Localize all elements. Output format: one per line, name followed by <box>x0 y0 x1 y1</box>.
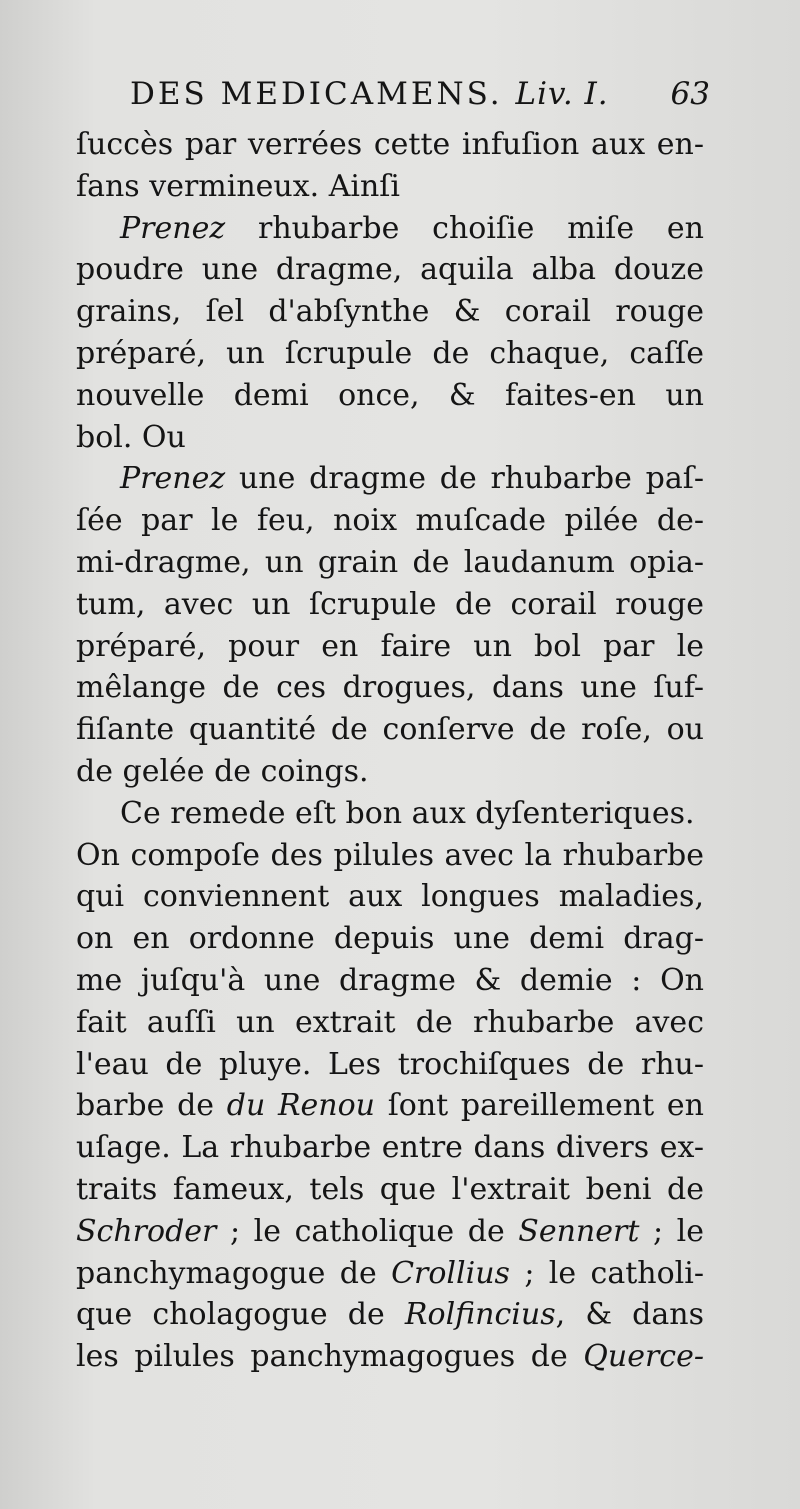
text-run: ; le catholi- <box>509 1255 704 1291</box>
text-line <box>76 1002 704 1044</box>
text-line <box>76 542 704 584</box>
text-line <box>76 1085 704 1127</box>
text-line <box>76 333 704 375</box>
text-run: fait auſſi un extrait de rhubarbe avec <box>76 1004 704 1040</box>
text-line <box>76 793 704 835</box>
italic-text: Rolfincius <box>404 1297 556 1333</box>
text-line <box>76 124 704 166</box>
text-run: uſage. La rhubarbe entre dans divers ex- <box>76 1130 704 1166</box>
text-line <box>76 960 704 1002</box>
text-run: ſuccès par verrées cette infuſion aux en- <box>76 127 704 162</box>
italic-text: du Renou <box>226 1088 375 1124</box>
text-run: panchymagogue de <box>76 1255 392 1291</box>
text-run: ſée par le feu, noix muſcade pilée de- <box>76 503 704 539</box>
text-run: bol. Ou <box>76 419 186 455</box>
text-line <box>76 1044 704 1086</box>
running-head <box>130 76 609 112</box>
text-run: ſont pareillement en <box>375 1088 704 1124</box>
text-line <box>76 417 704 459</box>
text-run: les pilules panchymagogues de <box>76 1339 584 1375</box>
italic-text: Schroder <box>76 1213 217 1249</box>
text-run: que cholagogue de <box>76 1297 405 1333</box>
page-number: 63 <box>670 76 710 112</box>
text-line <box>76 458 704 500</box>
text-line <box>76 709 704 751</box>
text-run: de gelée de coings. <box>76 753 369 789</box>
text-run: fans vermineux. Ainſi <box>76 168 400 204</box>
text-line <box>76 667 704 709</box>
italic-text: Querce- <box>583 1339 704 1375</box>
text-run: barbe de <box>76 1088 227 1124</box>
text-run: mêlange de ces drogues, dans une ſuf- <box>76 670 704 706</box>
text-run: grains, ſel d'abſynthe & corail rouge <box>76 294 704 330</box>
text-run: , & dans <box>555 1297 704 1333</box>
text-line <box>76 291 704 333</box>
text-run: rhubarbe choiſie miſe en <box>225 210 704 246</box>
text-line <box>76 208 704 250</box>
italic-text: Crollius <box>391 1255 510 1291</box>
text-run: mi-dragme, un grain de laudanum opia- <box>76 544 704 580</box>
text-line <box>76 375 704 417</box>
text-run: préparé, un ſcrupule de chaque, caſſe <box>76 335 704 371</box>
italic-text: Prenez <box>120 461 226 497</box>
text-line <box>76 918 704 960</box>
text-line <box>76 1169 704 1211</box>
text-run: une dragme de rhubarbe paſ- <box>225 461 704 497</box>
page-header <box>130 76 710 120</box>
text-run: l'eau de pluye. Les trochiſques de rhu- <box>76 1046 704 1082</box>
text-line <box>76 835 704 877</box>
italic-text: Sennert <box>518 1213 640 1249</box>
text-line <box>76 166 704 208</box>
text-line <box>76 626 704 668</box>
text-run: traits fameux, tels que l'extrait beni de <box>76 1171 704 1207</box>
text-line <box>76 1253 704 1295</box>
text-run: préparé, pour en faire un bol par le <box>76 628 704 664</box>
text-run: ; le <box>639 1213 704 1249</box>
text-run: poudre une dragme, aquila alba douze <box>76 252 704 288</box>
text-run: ; le catholique de <box>216 1213 519 1249</box>
italic-text: Prenez <box>120 210 226 246</box>
text-run: tum, avec un ſcrupule de corail rouge <box>76 586 704 622</box>
text-line <box>76 876 704 918</box>
text-line <box>76 1336 704 1378</box>
text-run: Ce remede eſt bon aux dyſenteriques. <box>120 795 695 831</box>
text-run: qui conviennent aux longues maladies, <box>76 879 704 915</box>
text-line <box>76 584 704 626</box>
text-line <box>76 1294 704 1336</box>
text-line <box>76 1127 704 1169</box>
text-line <box>76 249 704 291</box>
text-run: on en ordonne depuis une demi drag- <box>76 921 704 957</box>
text-line <box>76 751 704 793</box>
text-run: fiſante quantité de conſerve de roſe, ou <box>76 712 704 748</box>
text-run: me juſqu'à une dragme & demie : On <box>76 962 704 998</box>
text-run: nouvelle demi once, & faites-en un <box>76 377 704 413</box>
running-head-title: DES MEDICAMENS. <box>130 76 503 112</box>
body-text <box>76 124 704 1378</box>
text-line <box>76 1211 704 1253</box>
text-line <box>76 500 704 542</box>
running-head-book: Liv. I. <box>515 76 609 112</box>
text-run: On compoſe des pilules avec la rhubarbe <box>76 837 704 873</box>
